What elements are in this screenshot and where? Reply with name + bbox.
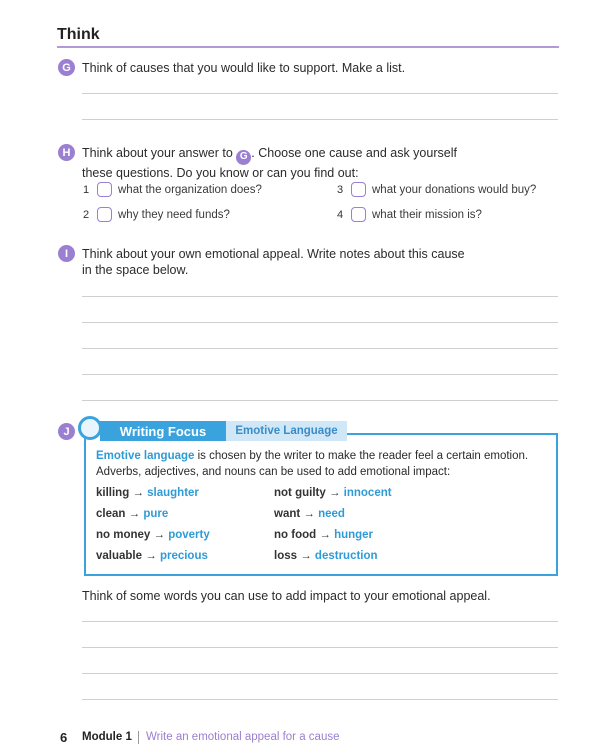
question-i-text (82, 246, 552, 278)
option-number: 3 (337, 183, 344, 196)
writing-line[interactable] (82, 400, 558, 401)
writing-line[interactable] (82, 673, 558, 674)
writing-line[interactable] (82, 647, 558, 648)
word-pair (96, 550, 208, 562)
question-h-text (82, 145, 552, 181)
writing-line[interactable] (82, 93, 558, 94)
footer-subtitle: Write an emotional appeal for a cause (146, 731, 340, 743)
checkbox[interactable] (351, 182, 366, 197)
word-from: loss (274, 550, 298, 562)
option-label: what the organization does? (118, 183, 262, 196)
option-2 (83, 207, 230, 222)
option-number: 2 (83, 208, 90, 221)
word-from: want (274, 508, 301, 520)
option-1 (83, 182, 262, 197)
word-to: need (318, 508, 345, 520)
arrow-icon: → (328, 487, 341, 499)
word-from: no food (274, 529, 317, 541)
word-pair (274, 550, 378, 562)
word-to: pure (143, 508, 169, 520)
question-h-text-b: . Choose one cause and ask yourself (251, 146, 457, 160)
question-h-text-c: these questions. Do you know or can you find out: (82, 165, 359, 180)
word-pair (274, 508, 345, 520)
badge-j: J (58, 423, 75, 440)
badge-i: I (58, 245, 75, 262)
word-from: clean (96, 508, 126, 520)
question-i-text-a: Think about your own emotional appeal. Write notes about this cause (82, 247, 465, 261)
arrow-icon: → (300, 550, 312, 562)
question-g-text: Think of causes that you would like to support. Make a list. (82, 61, 406, 75)
arrow-icon: → (128, 508, 141, 520)
title-rule (57, 46, 559, 48)
word-from: no money (96, 529, 151, 541)
option-number: 4 (337, 208, 344, 221)
page-number: 6 (60, 730, 68, 745)
question-j-prompt: Think of some words you can use to add impact to your emotional appeal. (82, 589, 491, 603)
arrow-icon: → (145, 550, 157, 562)
option-label: what your donations would buy? (372, 183, 537, 196)
writing-line[interactable] (82, 374, 558, 375)
word-from: killing (96, 487, 130, 499)
magnifier-icon (78, 416, 102, 440)
writing-focus-subtitle: Emotive Language (226, 421, 347, 441)
writing-focus-intro (96, 448, 551, 480)
writing-line[interactable] (82, 699, 558, 700)
badge-g: G (58, 59, 75, 76)
question-h-text-a: Think about your answer to (82, 146, 233, 160)
badge-h: H (58, 144, 75, 161)
word-pair (274, 529, 373, 541)
word-pair (96, 529, 210, 541)
word-to: slaughter (147, 487, 199, 499)
checkbox[interactable] (97, 207, 112, 222)
writing-focus-title: Writing Focus (100, 421, 226, 441)
word-from: not guilty (274, 487, 326, 499)
word-to: hunger (334, 529, 374, 541)
word-to: innocent (343, 487, 392, 499)
word-pair (96, 487, 199, 499)
writing-line[interactable] (82, 322, 558, 323)
writing-line[interactable] (82, 621, 558, 622)
arrow-icon: → (303, 508, 315, 520)
section-title: Think (57, 26, 100, 43)
writing-line[interactable] (82, 119, 558, 120)
option-4 (337, 207, 482, 222)
word-to: poverty (168, 529, 210, 541)
word-from: valuable (96, 550, 143, 562)
intro-text-a: is chosen by the writer to make the reader feel a certain emotion. (194, 450, 529, 462)
question-i-text-b: in the space below. (82, 263, 189, 277)
arrow-icon: → (153, 529, 166, 541)
module-label: Module 1 (82, 731, 132, 743)
word-to: destruction (314, 550, 378, 562)
emotive-language-term: Emotive language (96, 450, 195, 462)
checkbox[interactable] (351, 207, 366, 222)
word-pair (96, 508, 168, 520)
option-label: what their mission is? (372, 208, 482, 221)
option-3 (337, 182, 536, 197)
option-label: why they need funds? (118, 208, 230, 221)
option-number: 1 (83, 183, 90, 196)
intro-text-b: Adverbs, adjectives, and nouns can be used to add emotional impact: (96, 466, 451, 478)
checkbox[interactable] (97, 182, 112, 197)
word-pair (274, 487, 392, 499)
arrow-icon: → (319, 529, 331, 541)
arrow-icon: → (132, 487, 144, 499)
word-to: precious (159, 550, 208, 562)
writing-line[interactable] (82, 296, 558, 297)
footer-divider (138, 731, 139, 744)
badge-g-ref: G (236, 150, 251, 165)
writing-line[interactable] (82, 348, 558, 349)
